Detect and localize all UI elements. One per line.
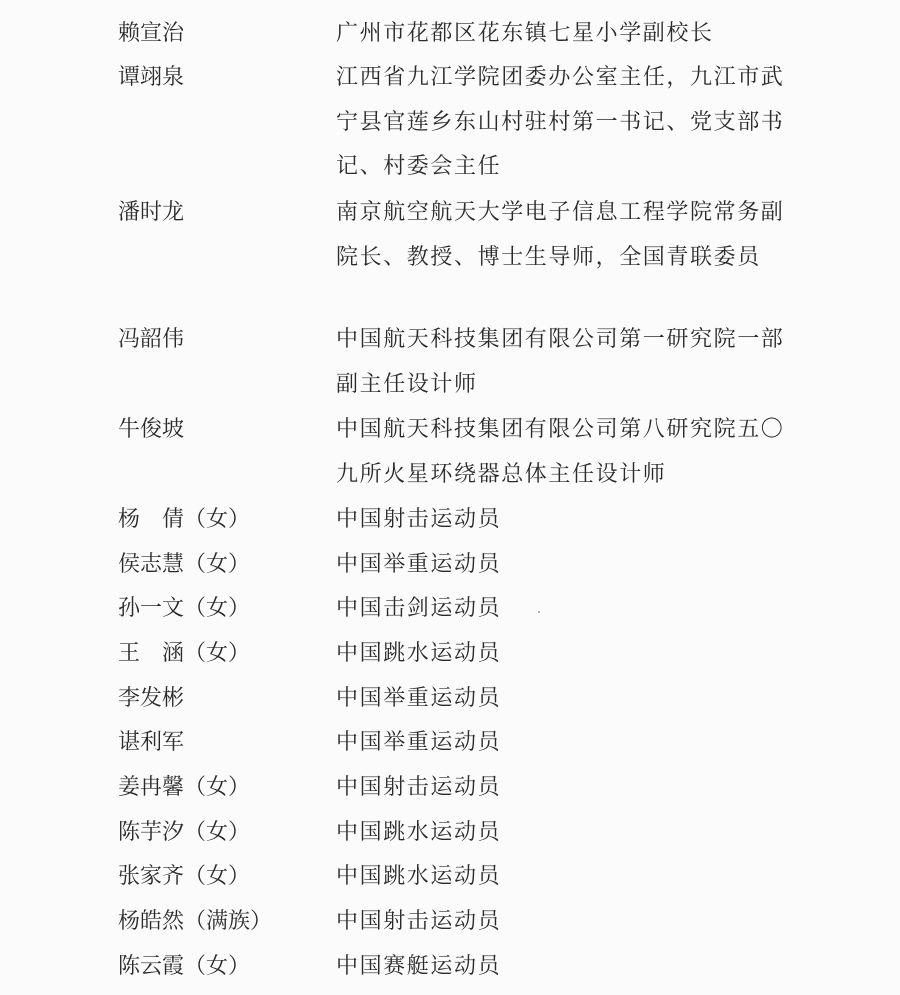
title-line: 中国跳水运动员 (336, 864, 502, 889)
title-line: 广州市花都区花东镇七星小学副校长 (336, 21, 714, 46)
person-name: 杨皓然（满族） (118, 909, 273, 934)
title-line: 中国射击运动员 (336, 775, 502, 800)
person-title (336, 811, 796, 856)
person-name: 陈云霞（女） (118, 954, 251, 979)
person-name: 牛俊坡 (118, 417, 185, 442)
title-line: 江西省九江学院团委办公室主任，九江市武 (336, 65, 785, 90)
person-title (336, 191, 796, 280)
person-title (336, 498, 796, 543)
title-line: 中国射击运动员 (336, 507, 502, 532)
title-line: 宁县官莲乡东山村驻村第一书记、党支部书 (336, 109, 785, 135)
title-line: 中国航天科技集团有限公司第八研究院五〇 (336, 417, 785, 442)
person-name: 孙一文（女） (118, 596, 251, 621)
person-name: 谭翊泉 (118, 65, 185, 90)
title-line: 副主任设计师 (336, 371, 478, 397)
title-line: 中国跳水运动员 (336, 820, 502, 845)
title-line: 中国举重运动员 (336, 730, 502, 755)
person-name: 潘时龙 (118, 200, 185, 225)
person-title (336, 543, 796, 588)
title-line: 南京航空航天大学电子信息工程学院常务副 (336, 200, 785, 225)
person-title (336, 587, 796, 632)
person-title (336, 945, 796, 990)
title-line: 中国赛艇运动员 (336, 954, 502, 979)
person-name: 杨 倩（女） (118, 507, 251, 532)
title-line: 中国射击运动员 (336, 909, 502, 934)
title-line: 记、村委会主任 (336, 154, 502, 179)
person-title (336, 632, 796, 677)
title-line: 中国航天科技集团有限公司第一研究院一部 (336, 327, 785, 352)
scan-speck (538, 611, 540, 613)
person-title (336, 56, 796, 190)
title-line: 中国举重运动员 (336, 686, 502, 711)
person-title (336, 721, 796, 766)
person-name: 谌利军 (118, 730, 185, 755)
person-title (336, 766, 796, 811)
person-title (336, 12, 796, 57)
person-name: 张家齐（女） (118, 864, 251, 889)
title-line: 中国击剑运动员 (336, 596, 502, 621)
person-title (336, 855, 796, 900)
person-name: 王 涵（女） (118, 641, 251, 666)
person-title (336, 318, 796, 407)
title-line: 中国举重运动员 (336, 552, 502, 577)
person-title (336, 677, 796, 722)
person-name: 赖宣治 (118, 21, 185, 46)
title-line: 九所火星环绕器总体主任设计师 (336, 461, 667, 487)
person-title (336, 900, 796, 945)
person-title (336, 408, 796, 497)
person-name: 侯志慧（女） (118, 552, 251, 577)
person-name: 李发彬 (118, 686, 185, 711)
person-name: 冯韶伟 (118, 327, 185, 352)
person-name: 陈芋汐（女） (118, 820, 251, 845)
person-name: 姜冉馨（女） (118, 775, 251, 800)
title-line: 院长、教授、博士生导师，全国青联委员 (336, 244, 761, 270)
title-line: 中国跳水运动员 (336, 641, 502, 666)
